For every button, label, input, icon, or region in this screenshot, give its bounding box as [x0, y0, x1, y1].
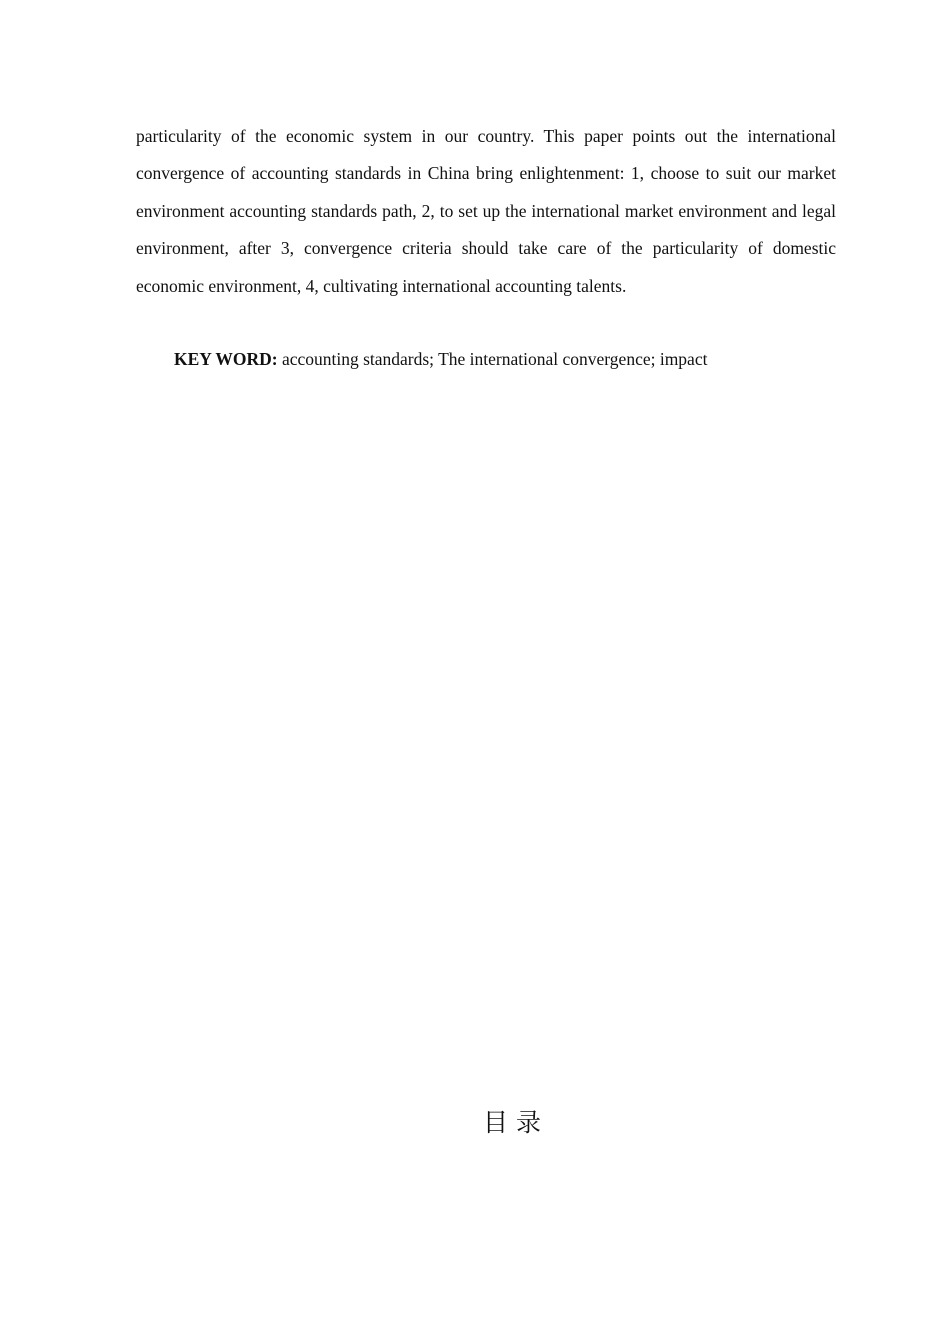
table-of-contents-heading: 目 录 [483, 1108, 541, 1137]
keywords-text: accounting standards; The international convergence; impact [277, 349, 708, 369]
keywords-label: KEY WORD: [174, 349, 278, 369]
abstract-paragraph: particularity of the economic system in our country. This paper points out the international convergence of accounting standards in China bring enlightenment: 1, choose to suit our market environment accounting standards path, 2, to set up the international market environment and legal environment, after 3, convergence criteria should take care of the particularity of domestic economic environment, 4, cultivating international accounting talents. [136, 126, 836, 296]
keywords-line [174, 341, 836, 377]
